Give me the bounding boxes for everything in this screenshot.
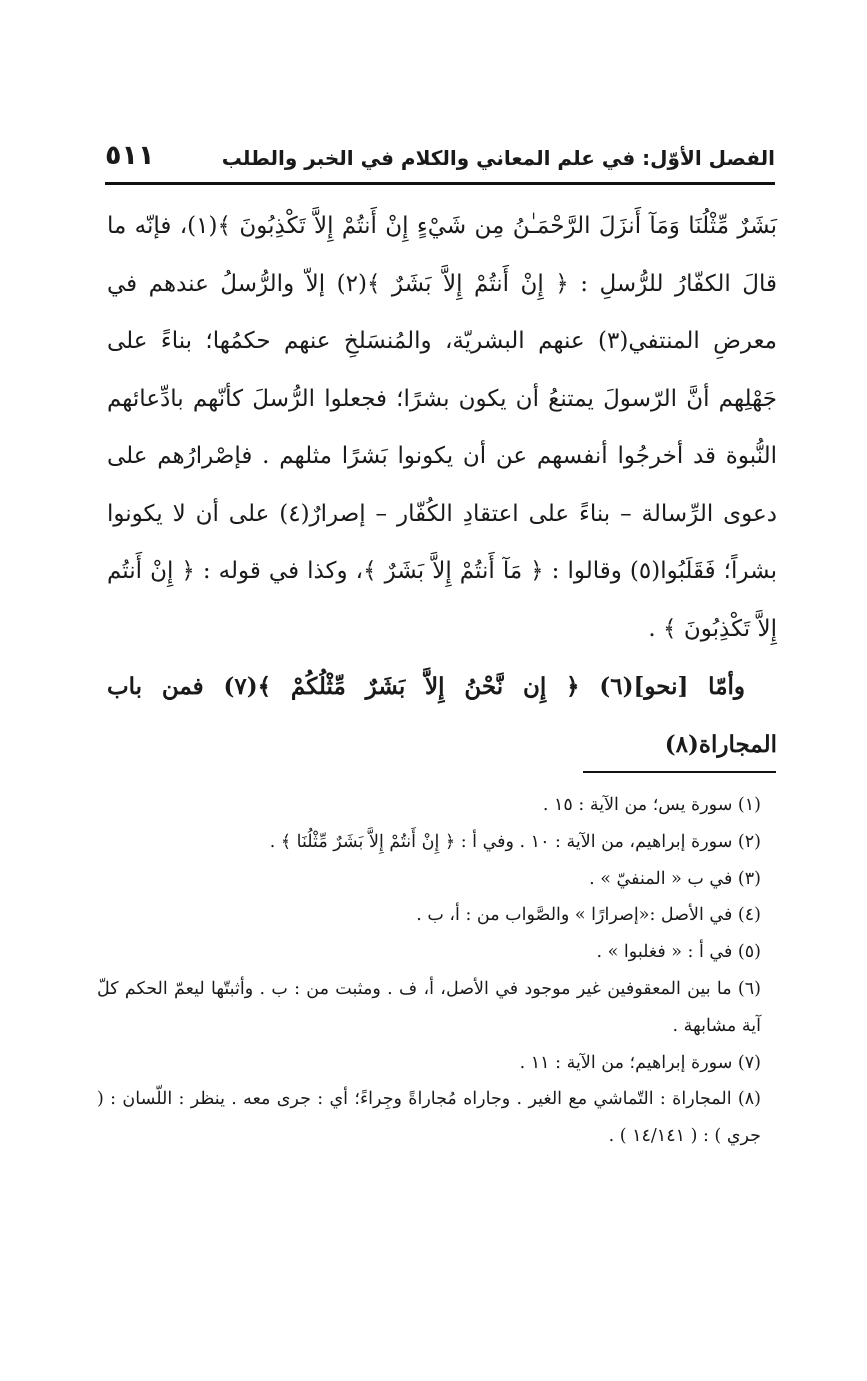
footnotes xyxy=(97,787,777,1155)
header-rule xyxy=(105,182,775,185)
footnote-7: (٧) سورة إبراهيم؛ من الآية : ١١ . xyxy=(519,1052,761,1073)
main-text xyxy=(107,198,777,773)
footnote-3: (٣) في ب « المنفيّ » . xyxy=(589,868,761,889)
chapter-title: الفصل الأوّل: في علم المعاني والكلام في الخبر والطلب xyxy=(221,146,775,170)
footnote-5: (٥) في أ : « فغلبوا » . xyxy=(596,942,761,963)
footnote-6: (٦) ما بين المعقوفين غير موجود في الأصل، أ، ف . ومثبت من : ب . وأثبتّها ليعمّ الحكم كلّ آية مشابهة . xyxy=(97,978,761,1036)
footnote-separator xyxy=(583,771,776,773)
footnote-1: (١) سورة يس؛ من الآية : ١٥ . xyxy=(542,795,761,815)
footnote-4: (٤) في الأصل :«إصرارًا » والصَّواب من : أ، ب . xyxy=(416,905,761,926)
running-header xyxy=(105,140,775,180)
page-number: ٥١١ xyxy=(105,140,155,171)
paragraph-2: وأمّا [نحو](٦) ﴿ إِن نَّحْنُ إِلاَّ بَشَرٌ مِّثْلُكُمْ ﴾(٧) فمن باب المجاراة(٨) xyxy=(107,673,777,758)
footnote-8: (٨) المجاراة : التّماشي مع الغير . وجاراه مُجاراةً وجِراءً؛ أي : جرى معه . ينظر : اللّسان : ( جري ) : ( ١٤/١٤١ ) . xyxy=(97,1089,761,1147)
paragraph-1: بَشَرٌ مِّثْلُنَا وَمَآ أَنزَلَ الرَّحْمَـٰنُ مِن شَيْءٍ إِنْ أَنتُمْ إِلاَّ تَكْذِبُونَ ﴾(١)، فإنّه ما قالَ الكفّارُ للرُّسلِ : ﴿ إِنْ أَنتُمْ إِلاَّ بَشَرٌ ﴾(٢) إلاّ والرُّسلُ عندهم في معرضِ المنتفي(٣) عنهم البشريّة، والمُنسَلخِ عنهم حكمُها؛ بناءً على جَهْلِهم أنَّ الرّسولَ يمتنعُ أن يكون بشرًا؛ فجعلوا الرُّسلَ كأنّهم بادِّعائهم النُّبوة قد أخرجُوا أنفسهم عن أن يكونوا بَشرًا مثلهم . فإصْرارُهم على دعوى الرِّسالة – بناءً على اعتقادِ الكُفّار – إصرارٌ(٤) على أن لا يكونوا بشراً؛ فَقَلَبُوا(٥) وقالوا : ﴿ مَآ أَنتُمْ إِلاَّ بَشَرٌ ﴾، وكذا في قوله : ﴿ إِنْ أَنتُم إِلاَّ تَكْذِبُونَ ﴾ . xyxy=(107,213,778,642)
footnote-2: (٢) سورة إبراهيم، من الآية : ١٠ . وفي أ : ﴿ إِنْ أَنتُمْ إِلاَّ بَشَرٌ مِّثْلُنَا ﴾ . xyxy=(269,831,761,852)
